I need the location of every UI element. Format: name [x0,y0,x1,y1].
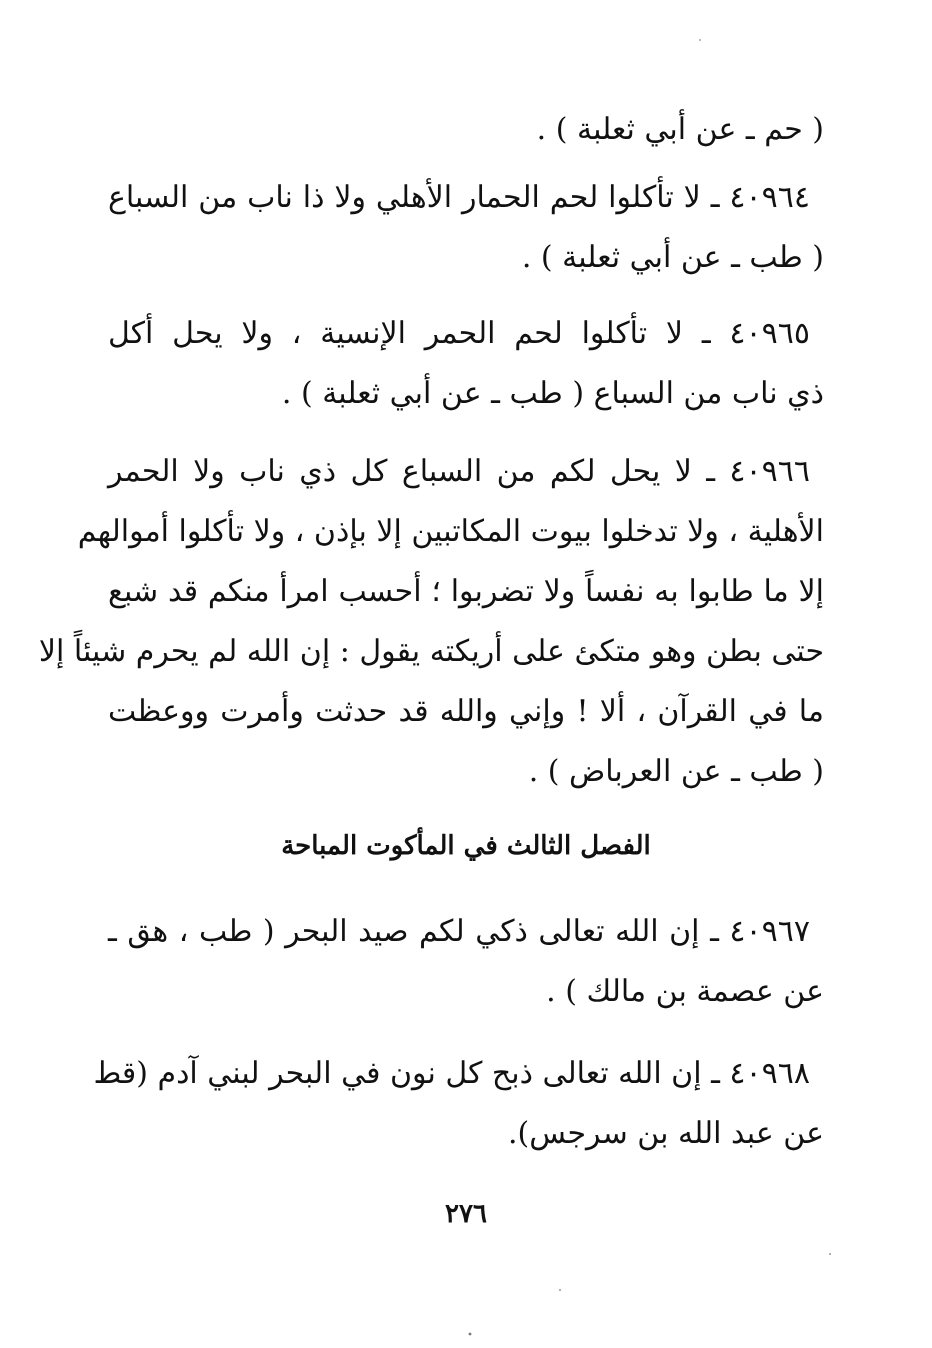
scan-speck [559,1289,561,1291]
hadith-40966-line-3: إلا ما طابوا به نفساً ولا تضربوا ؛ أحسب امرأ منكم قد شبع [108,574,824,609]
page-number: ٢٧٦ [445,1199,487,1229]
hadith-40966-line-4: حتى بطن وهو متكئ على أريكته يقول : إن الله لم يحرم شيئاً إلا [38,634,824,669]
scan-speck [829,1253,831,1255]
hadith-40966-line-6: ( طب ـ عن العرباض ) . [528,754,824,789]
hadith-40968-line-2: عن عبد الله بن سرجس). [508,1116,824,1151]
hadith-40966-line-2: الأهلية ، ولا تدخلوا بيوت المكاتبين إلا بإذن ، ولا تأكلوا أموالهم [77,514,824,549]
section-heading: الفصل الثالث في المأكوت المباحة [281,831,651,861]
hadith-40966-line-1: ٤٠٩٦٦ ـ لا يحل لكم من السباع كل ذي ناب ولا الحمر [108,454,810,489]
hadith-40966-line-5: ما في القرآن ، ألا ! وإني والله قد حدثت وأمرت ووعظت [108,694,824,729]
text-line: ( حم ـ عن أبي ثعلبة ) . [536,112,824,147]
hadith-40965-line-2: ذي ناب من السباع ( طب ـ عن أبي ثعلبة ) . [281,376,824,411]
hadith-40968-line-1: ٤٠٩٦٨ ـ إن الله تعالى ذبح كل نون في البحر لبني آدم (قط [93,1056,810,1091]
hadith-40964-line-2: ( طب ـ عن أبي ثعلبة ) . [521,240,824,275]
hadith-40964-line-1: ٤٠٩٦٤ ـ لا تأكلوا لحم الحمار الأهلي ولا ذا ناب من السباع [108,180,810,215]
hadith-40965-line-1: ٤٠٩٦٥ ـ لا تأكلوا لحم الحمر الإنسية ، ولا يحل أكل [108,316,810,351]
scan-speck [699,39,701,41]
hadith-40967-line-1: ٤٠٩٦٧ ـ إن الله تعالى ذكي لكم صيد البحر ( طب ، هق ـ [108,914,810,949]
scan-speck [469,1333,472,1336]
hadith-40967-line-2: عن عصمة بن مالك ) . [546,974,824,1009]
